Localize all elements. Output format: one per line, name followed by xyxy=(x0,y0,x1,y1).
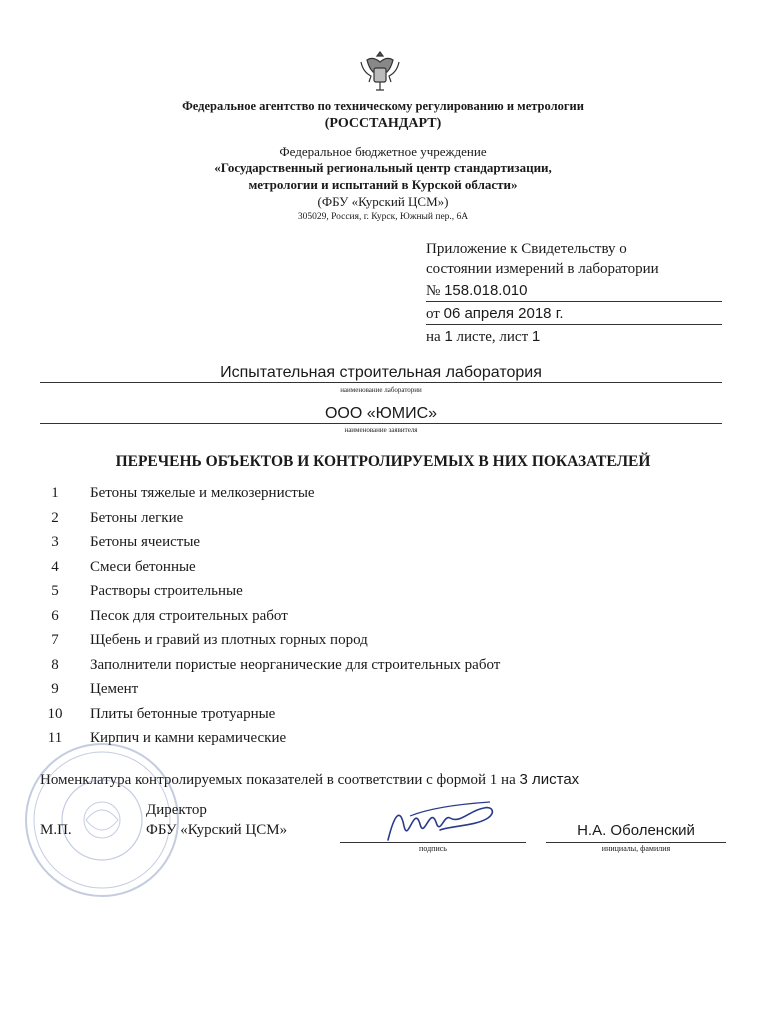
item-number: 8 xyxy=(51,656,59,673)
item-text: Кирпич и камни керамические xyxy=(90,730,287,746)
item-text: Бетоны ячеистые xyxy=(90,534,201,550)
handwritten-signature xyxy=(380,796,500,848)
signer-title: Директор xyxy=(146,802,207,818)
list-item xyxy=(40,704,680,729)
list-item xyxy=(40,557,680,582)
list-item xyxy=(40,532,680,557)
sheets-suffix: листе, лист xyxy=(456,329,529,345)
item-number: 11 xyxy=(47,730,63,746)
date-prefix: от xyxy=(426,306,440,322)
list-item xyxy=(40,679,680,704)
fbu-address: 305029, Россия, г. Курск, Южный пер., 6А xyxy=(297,212,469,222)
item-number: 6 xyxy=(51,607,59,624)
appendix-date-line xyxy=(426,305,722,325)
item-text: Щебень и гравий из плотных горных пород xyxy=(90,632,368,648)
item-text: Цемент xyxy=(90,681,139,697)
appendix-line1: Приложение к Свидетельству о xyxy=(426,241,627,257)
list-item xyxy=(40,630,680,655)
list-item xyxy=(40,606,680,631)
item-text: Песок для строительных работ xyxy=(90,607,288,624)
seal-place-label: М.П. xyxy=(40,822,72,838)
laboratory-name-caption: наименование лаборатории xyxy=(340,386,422,394)
certificate-date: 06 апреля 2018 г. xyxy=(443,305,564,322)
signer-name: Н.А. Оболенский xyxy=(577,822,695,839)
objects-list xyxy=(40,483,680,753)
fbu-type: Федеральное бюджетное учреждение xyxy=(279,144,487,159)
appendix-sheets-line xyxy=(426,328,722,346)
agency-short-name: (РОССТАНДАРТ) xyxy=(324,116,442,131)
item-text: Бетоны тяжелые и мелкозернистые xyxy=(90,485,315,501)
item-number: 3 xyxy=(51,534,59,550)
item-number: 4 xyxy=(51,558,59,575)
applicant-name: ООО «ЮМИС» xyxy=(40,405,722,424)
nomenclature-count: 3 листах xyxy=(519,771,580,788)
signer-organization: ФБУ «Курский ЦСМ» xyxy=(146,822,288,838)
applicant-name-caption: наименование заявителя xyxy=(344,426,418,434)
item-number: 9 xyxy=(51,681,59,697)
fbu-name-line2: метрологии и испытаний в Курской области» xyxy=(248,177,518,192)
sheet-number: 1 xyxy=(531,328,541,345)
appendix-number-line xyxy=(426,282,722,302)
item-number: 10 xyxy=(47,705,63,722)
fbu-name-line1: «Государственный региональный центр стандартизации, xyxy=(214,160,552,175)
item-number: 7 xyxy=(51,632,59,648)
list-item xyxy=(40,483,680,508)
item-number: 1 xyxy=(51,485,59,501)
certificate-number: 158.018.010 xyxy=(444,282,528,299)
item-number: 2 xyxy=(51,509,59,526)
list-item xyxy=(40,655,680,680)
signer-name-line xyxy=(546,841,726,843)
list-item xyxy=(40,508,680,533)
item-text: Растворы строительные xyxy=(90,583,243,599)
item-text: Смеси бетонные xyxy=(90,558,196,575)
fbu-short-name: (ФБУ «Курский ЦСМ») xyxy=(317,194,449,209)
item-text: Бетоны легкие xyxy=(90,509,184,526)
number-prefix: № xyxy=(426,283,441,299)
round-seal-stamp xyxy=(22,740,182,900)
sheets-count: 1 xyxy=(444,328,453,345)
appendix-line2: состоянии измерений в лаборатории xyxy=(426,261,659,277)
item-text: Заполнители пористые неорганические для строительных работ xyxy=(90,656,501,673)
item-text: Плиты бетонные тротуарные xyxy=(90,705,276,722)
nomenclature-text: Номенклатура контролируемых показателей в соответствии с формой 1 на xyxy=(40,772,516,788)
signer-name-caption: инициалы, фамилия xyxy=(601,844,671,853)
sheets-prefix: на xyxy=(426,329,441,345)
list-heading: ПЕРЕЧЕНЬ ОБЪЕКТОВ И КОНТРОЛИРУЕМЫХ В НИХ ПОКАЗАТЕЛЕЙ xyxy=(115,453,651,470)
signature-caption: подпись xyxy=(419,844,447,853)
coat-of-arms-icon xyxy=(355,46,405,96)
item-number: 5 xyxy=(51,583,59,599)
laboratory-name: Испытательная строительная лаборатория xyxy=(40,364,722,383)
list-item xyxy=(40,581,680,606)
agency-name: Федеральное агентство по техническому регулированию и метрологии xyxy=(182,99,584,113)
